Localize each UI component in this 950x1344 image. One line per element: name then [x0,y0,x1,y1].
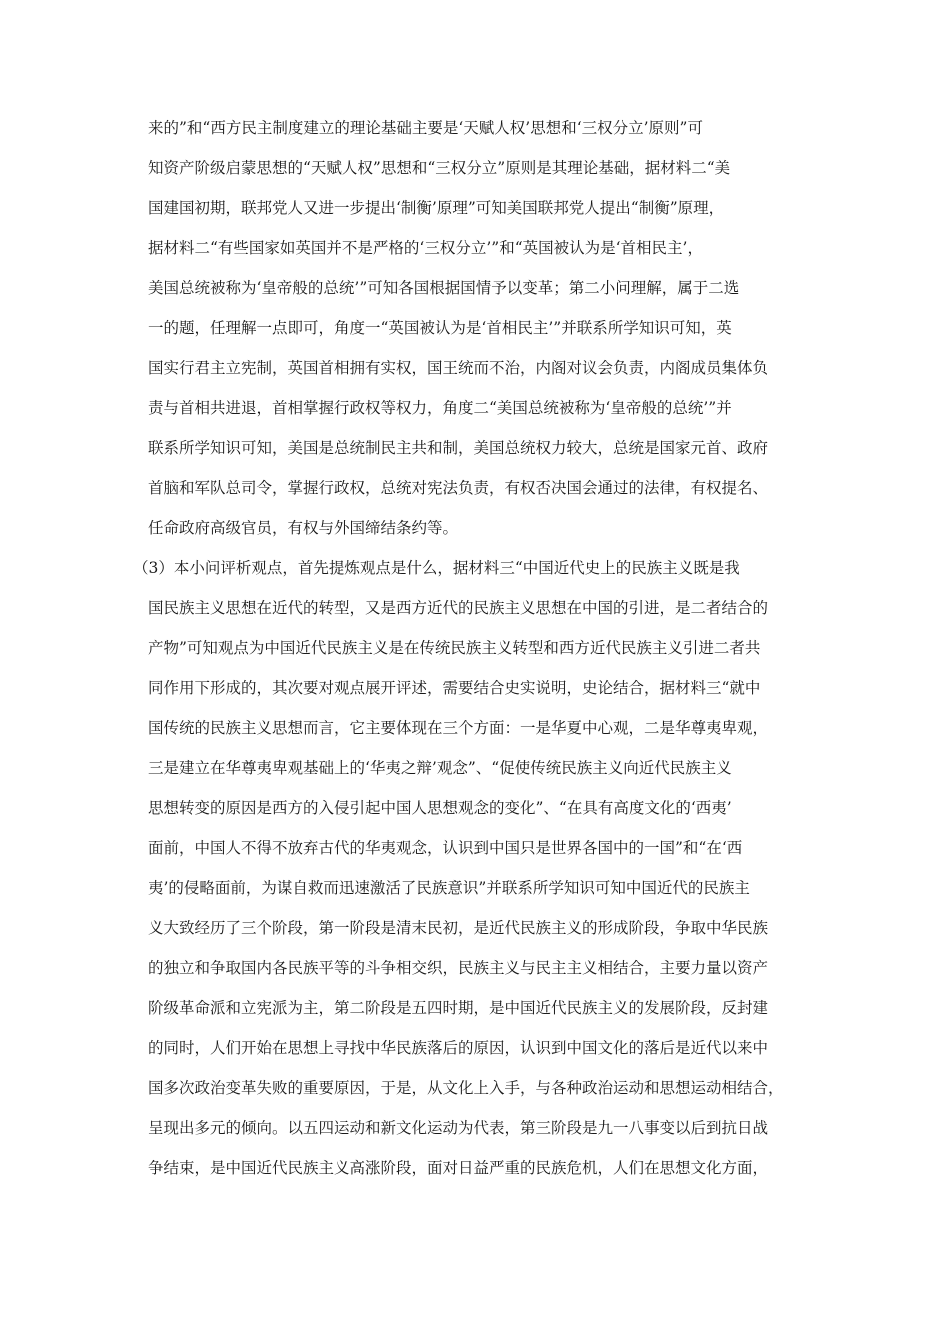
text-line: 思想转变的原因是西方的入侵引起中国人思想观念的变化”、“在具有高度文化的‘西夷’ [148,799,732,817]
text-line: 任命政府高级官员，有权与外国缔结条约等。 [148,519,459,537]
text-line: 阶级革命派和立宪派为主，第二阶段是五四时期，是中国近代民族主义的发展阶段，反封建 [148,999,769,1017]
text-line: 国实行君主立宪制，英国首相拥有实权，国王统而不治，内阁对议会负责，内阁成员集体负 [148,359,769,377]
text-line: 国多次政治变革失败的重要原因，于是，从文化上入手，与各种政治运动和思想运动相结合， [148,1079,784,1097]
text-line: 一的题，任理解一点即可，角度一“英国被认为是‘首相民主’”并联系所学知识可知，英 [148,319,732,337]
text-line: 国传统的民族主义思想而言，它主要体现在三个方面：一是华夏中心观，二是华尊夷卑观， [148,719,769,737]
text-line: 面前，中国人不得不放弃古代的华夷观念，认识到中国只是世界各国中的一国”和“在‘西 [148,839,743,857]
text-line: 据材料二“有些国家如英国并不是严格的‘三权分立’”和“英国被认为是‘首相民主’， [148,239,703,257]
text-line: 义大致经历了三个阶段，第一阶段是清末民初，是近代民族主义的形成阶段，争取中华民族 [148,919,769,937]
text-line: 的独立和争取国内各民族平等的斗争相交织，民族主义与民主主义相结合，主要力量以资产 [148,959,769,977]
text-line: 的同时，人们开始在思想上寻找中华民族落后的原因，认识到中国文化的落后是近代以来中 [148,1039,769,1057]
text-line: 知资产阶级启蒙思想的“天赋人权”思想和“三权分立”原则是其理论基础，据材料二“美 [148,159,731,177]
text-line: 夷’的侵略面前，为谋自救而迅速激活了民族意识”并联系所学知识可知中国近代的民族主 [148,879,750,897]
text-line: 呈现出多元的倾向。以五四运动和新文化运动为代表，第三阶段是九一八事变以后到抗日战 [148,1119,769,1137]
text-line: 三是建立在华尊夷卑观基础上的‘华夷之辩’观念”、“促使传统民族主义向近代民族主义 [148,759,732,777]
text-line: 产物”可知观点为中国近代民族主义是在传统民族主义转型和西方近代民族主义引进二者共 [148,639,761,657]
text-line: 来的”和“西方民主制度建立的理论基础主要是‘天赋人权’思想和‘三权分立’原则”可 [148,119,703,137]
text-line: 责与首相共进退，首相掌握行政权等权力，角度二“美国总统被称为‘皇帝般的总统’”并 [148,399,732,417]
text-line: 美国总统被称为‘皇帝般的总统’”可知各国根据国情予以变革；第二小问理解，属于二选 [148,279,740,297]
text-line: 争结束，是中国近代民族主义高涨阶段，面对日益严重的民族危机，人们在思想文化方面， [148,1159,769,1177]
text-line: （3）本小问评析观点，首先提炼观点是什么，据材料三“中国近代史上的民族主义既是我 [133,559,740,577]
text-line: 国建国初期，联邦党人又进一步提出‘制衡’原理”可知美国联邦党人提出“制衡”原理， [148,199,725,217]
text-line: 国民族主义思想在近代的转型，又是西方近代的民族主义思想在中国的引进，是二者结合的 [148,599,769,617]
text-line: 首脑和军队总司令，掌握行政权，总统对宪法负责，有权否决国会通过的法律，有权提名、 [148,479,769,497]
text-line: 同作用下形成的，其次要对观点展开评述，需要结合史实说明，史论结合，据材料三“就中 [148,679,761,697]
text-line: 联系所学知识可知，美国是总统制民主共和制，美国总统权力较大，总统是国家元首、政府 [148,439,769,457]
